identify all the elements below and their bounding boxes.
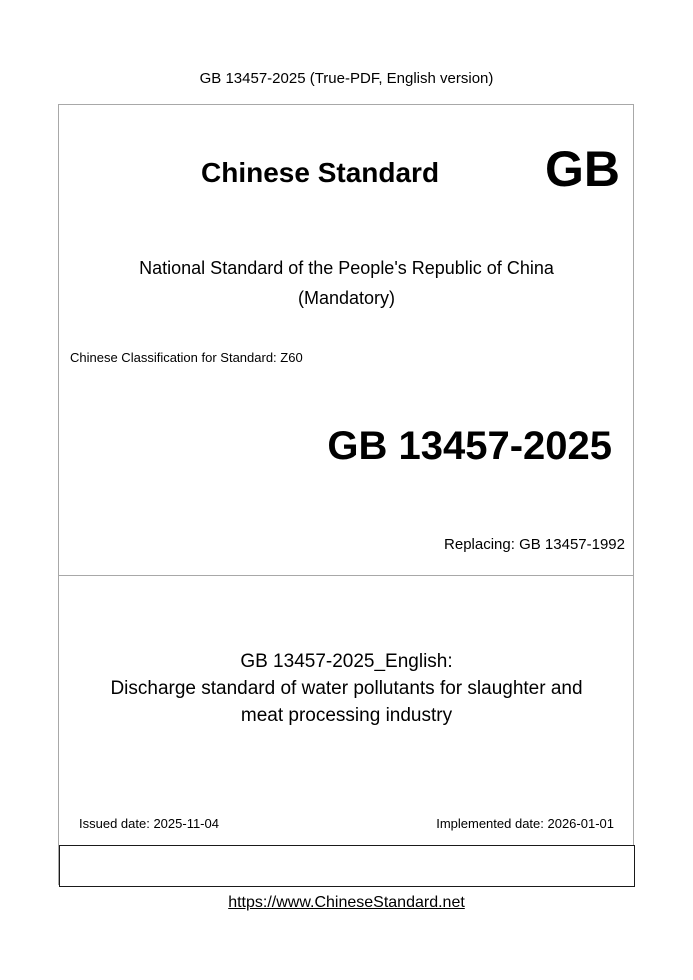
document-title-line-1: GB 13457-2025_English: bbox=[240, 651, 453, 672]
site-link-container bbox=[0, 894, 693, 912]
frame-divider bbox=[59, 575, 633, 576]
gb-logo-mark: GB bbox=[545, 141, 620, 197]
page-header: GB 13457-2025 (True-PDF, English version) bbox=[199, 70, 494, 87]
cover-title: Chinese Standard bbox=[201, 157, 440, 188]
document-title-line-3: meat processing industry bbox=[240, 705, 453, 726]
mandatory-line: (Mandatory) bbox=[297, 288, 396, 308]
replacing-text: Replacing: GB 13457-1992 bbox=[444, 536, 625, 553]
national-standard-line: National Standard of the People's Republic of China bbox=[139, 258, 554, 278]
footer-box bbox=[59, 845, 635, 887]
classification-text: Chinese Classification for Standard: Z60 bbox=[70, 350, 303, 365]
cover-frame bbox=[58, 104, 634, 885]
document-title-line-2: Discharge standard of water pollutants for slaughter and bbox=[110, 678, 583, 699]
standard-number: GB 13457-2025 bbox=[327, 424, 612, 468]
implemented-date: Implemented date: 2026-01-01 bbox=[436, 816, 614, 831]
document-title bbox=[0, 648, 693, 729]
issued-date: Issued date: 2025-11-04 bbox=[79, 816, 219, 831]
website-link[interactable]: https://www.ChineseStandard.net bbox=[228, 894, 465, 911]
